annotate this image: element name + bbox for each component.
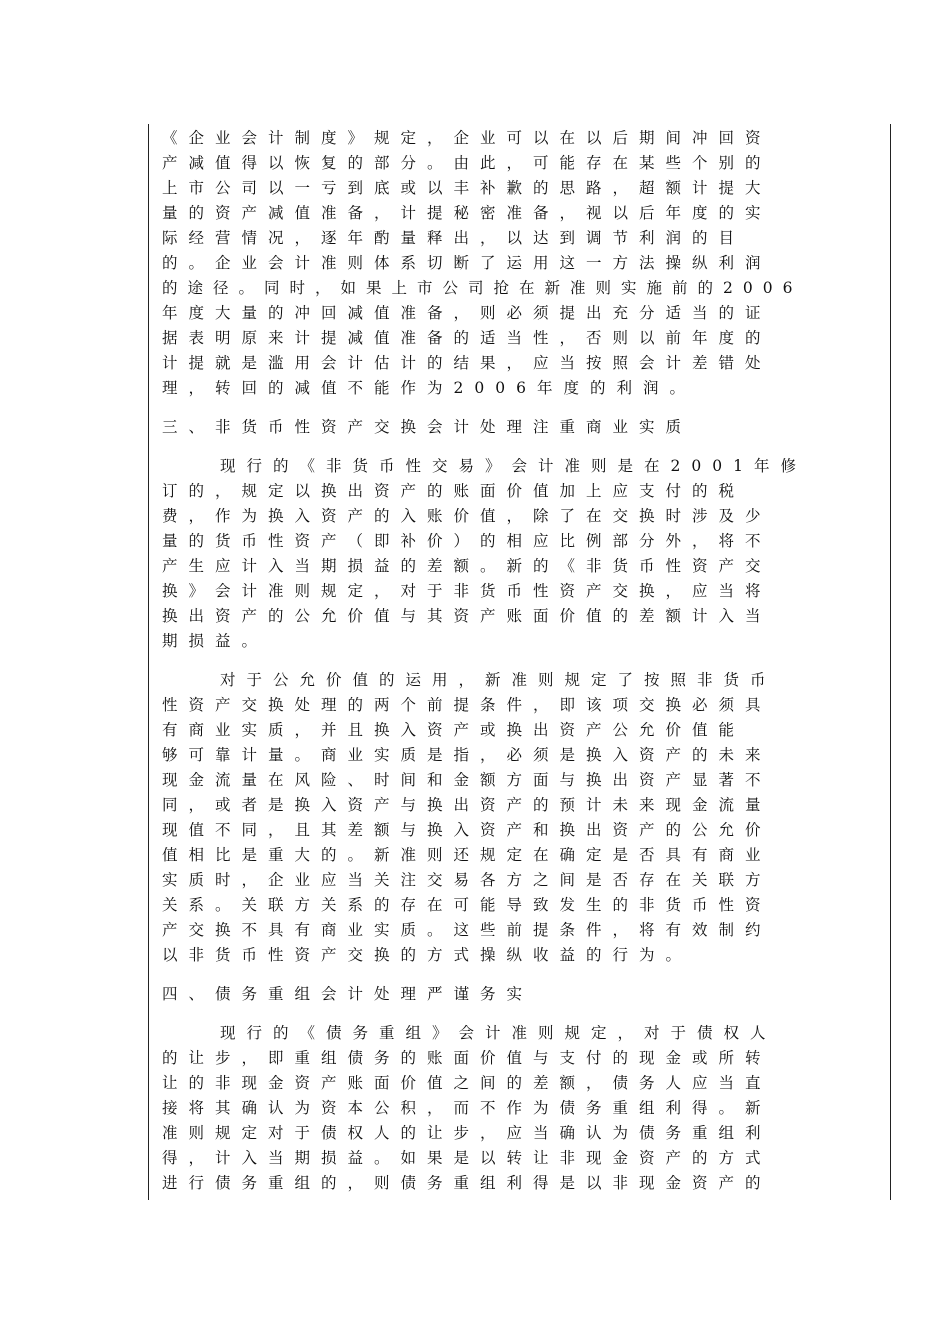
paragraph-debt-restructuring — [162, 1021, 850, 1196]
document-body — [162, 126, 850, 1196]
text-line: 的让步，即重组债务的账面价值与支付的现金或所转 — [162, 1049, 772, 1067]
text-line: 够可靠计量。商业实质是指，必须是换入资产的未来 — [162, 746, 772, 764]
text-line: 准则规定对于债权人的让步，应当确认为债务重组利 — [162, 1124, 772, 1142]
text-line: 有商业实质，并且换入资产或换出资产公允价值能 — [162, 721, 746, 739]
text-line: 现行的《债务重组》会计准则规定，对于债权人 — [220, 1024, 777, 1042]
text-line: 《企业会计制度》规定，企业可以在以后期间冲回资 — [162, 129, 772, 147]
text-line: 性资产交换处理的两个前提条件，即该项交换必须具 — [162, 696, 772, 714]
text-line: 年度大量的冲回减值准备，则必须提出充分适当的证 — [162, 304, 772, 322]
text-line: 计提就是滥用会计估计的结果，应当按照会计差错处 — [162, 354, 772, 372]
text-line: 际经营情况，逐年酌量释出，以达到调节利润的目 — [162, 229, 746, 247]
text-line: 得，计入当期损益。如果是以转让非现金资产的方式 — [162, 1149, 772, 1167]
text-line: 进行债务重组的，则债务重组利得是以非现金资产的 — [162, 1174, 772, 1192]
text-line: 换》会计准则规定，对于非货币性资产交换，应当将 — [162, 582, 772, 600]
text-line: 上市公司以一亏到底或以丰补歉的思路，超额计提大 — [162, 179, 772, 197]
page-border-right — [890, 124, 891, 1200]
paragraph-impairment-reversal — [162, 126, 850, 401]
text-line: 产交换不具有商业实质。这些前提条件，将有效制约 — [162, 921, 772, 939]
section-heading-4: 四、债务重组会计处理严谨务实 — [162, 985, 534, 1003]
text-line: 的途径。同时，如果上市公司抢在新准则实施前的2006 — [162, 279, 803, 297]
text-line: 让的非现金资产账面价值之间的差额，债务人应当直 — [162, 1074, 772, 1092]
text-line: 量的资产减值准备，计提秘密准备，视以后年度的实 — [162, 204, 772, 222]
text-line: 实质时，企业应当关注交易各方之间是否存在关联方 — [162, 871, 772, 889]
text-line: 对于公允价值的运用，新准则规定了按照非货币 — [220, 671, 777, 689]
text-line: 的。企业会计准则体系切断了运用这一方法操纵利润 — [162, 254, 772, 272]
text-line: 据表明原来计提减值准备的适当性，否则以前年度的 — [162, 329, 772, 347]
text-line: 理，转回的减值不能作为2006年度的利润。 — [162, 379, 696, 397]
section-heading-3: 三、非货币性资产交换会计处理注重商业实质 — [162, 418, 693, 436]
text-line: 现行的《非货币性交易》会计准则是在2001年修 — [220, 457, 807, 475]
text-line: 值相比是重大的。新准则还规定在确定是否具有商业 — [162, 846, 772, 864]
text-line: 量的货币性资产（即补价）的相应比例部分外，将不 — [162, 532, 772, 550]
text-line: 接将其确认为资本公积，而不作为债务重组利得。新 — [162, 1099, 772, 1117]
paragraph-nonmonetary-current-rule — [162, 454, 850, 654]
text-line: 订的，规定以换出资产的账面价值加上应支付的税 — [162, 482, 746, 500]
page-border-left — [148, 124, 149, 1200]
text-line: 期损益。 — [162, 632, 269, 650]
text-line: 现值不同，且其差额与换入资产和换出资产的公允价 — [162, 821, 772, 839]
text-line: 关系。关联方关系的存在可能导致发生的非货币性资 — [162, 896, 772, 914]
text-line: 现金流量在风险、时间和金额方面与换出资产显著不 — [162, 771, 772, 789]
text-line: 同，或者是换入资产与换出资产的预计未来现金流量 — [162, 796, 772, 814]
text-line: 产生应计入当期损益的差额。新的《非货币性资产交 — [162, 557, 772, 575]
paragraph-fair-value — [162, 668, 850, 968]
text-line: 换出资产的公允价值与其资产账面价值的差额计入当 — [162, 607, 772, 625]
text-line: 以非货币性资产交换的方式操纵收益的行为。 — [162, 946, 693, 964]
text-line: 费，作为换入资产的入账价值，除了在交换时涉及少 — [162, 507, 772, 525]
text-line: 产减值得以恢复的部分。由此，可能存在某些个别的 — [162, 154, 772, 172]
